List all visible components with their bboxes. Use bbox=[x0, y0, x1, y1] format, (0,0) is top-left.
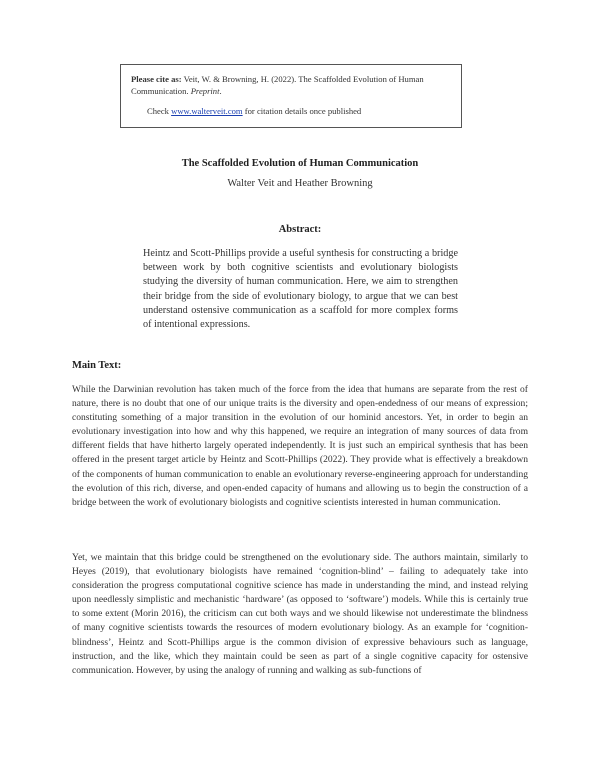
citation-line bbox=[131, 73, 451, 97]
citation-status: Preprint bbox=[190, 86, 220, 96]
main-text-heading: Main Text: bbox=[72, 360, 122, 371]
check-prefix: Check bbox=[147, 106, 172, 116]
body-paragraph: Yet, we maintain that this bridge could be strengthened on the evolutionary side. The authors maintain, similarly to Heyes (2019), that evolutionary biologists have remained ‘cognition-blind’ – failing to adequately take into consideration the progress computational cognitive science has made in understanding the mind, and instead relying upon needlessly simplistic and mechanistic ‘hardware’ (as opposed to ‘software’) models. While this is certainly true to some extent (Morin 2016), the criticism can cut both ways and we should likewise not underestimate the blindness of many cognitive scientists towards the resources of modern evolutionary biology. As an example for ‘cognition-blindness’, Heintz and Scott-Phillips argue is the common division of expressive behaviours such as language, instruction, and the like, which they maintain could be seen as part of a single cognitive capacity for ostensive communication. However, by using the analogy of running and walking as sub-functions of bbox=[72, 552, 528, 676]
abstract-heading: Abstract: bbox=[278, 224, 322, 235]
citation-status-suffix: . bbox=[219, 86, 222, 96]
website-link[interactable]: www.walterveit.com bbox=[171, 106, 243, 116]
paper-authors: Walter Veit and Heather Browning bbox=[227, 178, 373, 189]
citation-label: Please cite as: bbox=[131, 74, 182, 84]
abstract-body: Heintz and Scott-Phillips provide a useful synthesis for constructing a bridge between work by both cognitive scientists and evolutionary biologists studying the diversity of human communication. Here, we aim to strengthen their bridge from the side of evolutionary biology, to argue that we can best understand ostensive communication as a scaffold for more complex forms of intentional expressions. bbox=[143, 248, 458, 331]
check-suffix: for citation details once published bbox=[242, 106, 362, 116]
paper-title: The Scaffolded Evolution of Human Communication bbox=[181, 158, 419, 169]
citation-text: Veit, W. & Browning, H. (2022). The Scaffolded Evolution of Human Communication. bbox=[131, 74, 424, 96]
citation-box bbox=[120, 64, 462, 128]
body-paragraph: While the Darwinian revolution has taken much of the force from the idea that humans are separate from the rest of nature, there is no doubt that one of our unique traits is the diversity and open-endedness of our means of expression; constituting something of a major transition in the evolution of our hominid ancestors. Yet, in order to begin an evolutionary investigation into how and why this happened, we require an integration of many sources of data from different fields that have hitherto largely operated independently. It is just such an empirical synthesis that has been offered in the present target article by Heintz and Scott-Phillips (2022). They provide what is effectively a breakdown of the components of human communication to enable an evolutionary reverse-engineering approach for understanding the evolution of this rich, diverse, and open-ended capacity of humans and allowing us to begin the construction of a bridge between the work of evolutionary biologists and cognitive scientists interested in human communication. bbox=[72, 384, 528, 508]
citation-check-line bbox=[131, 105, 451, 117]
